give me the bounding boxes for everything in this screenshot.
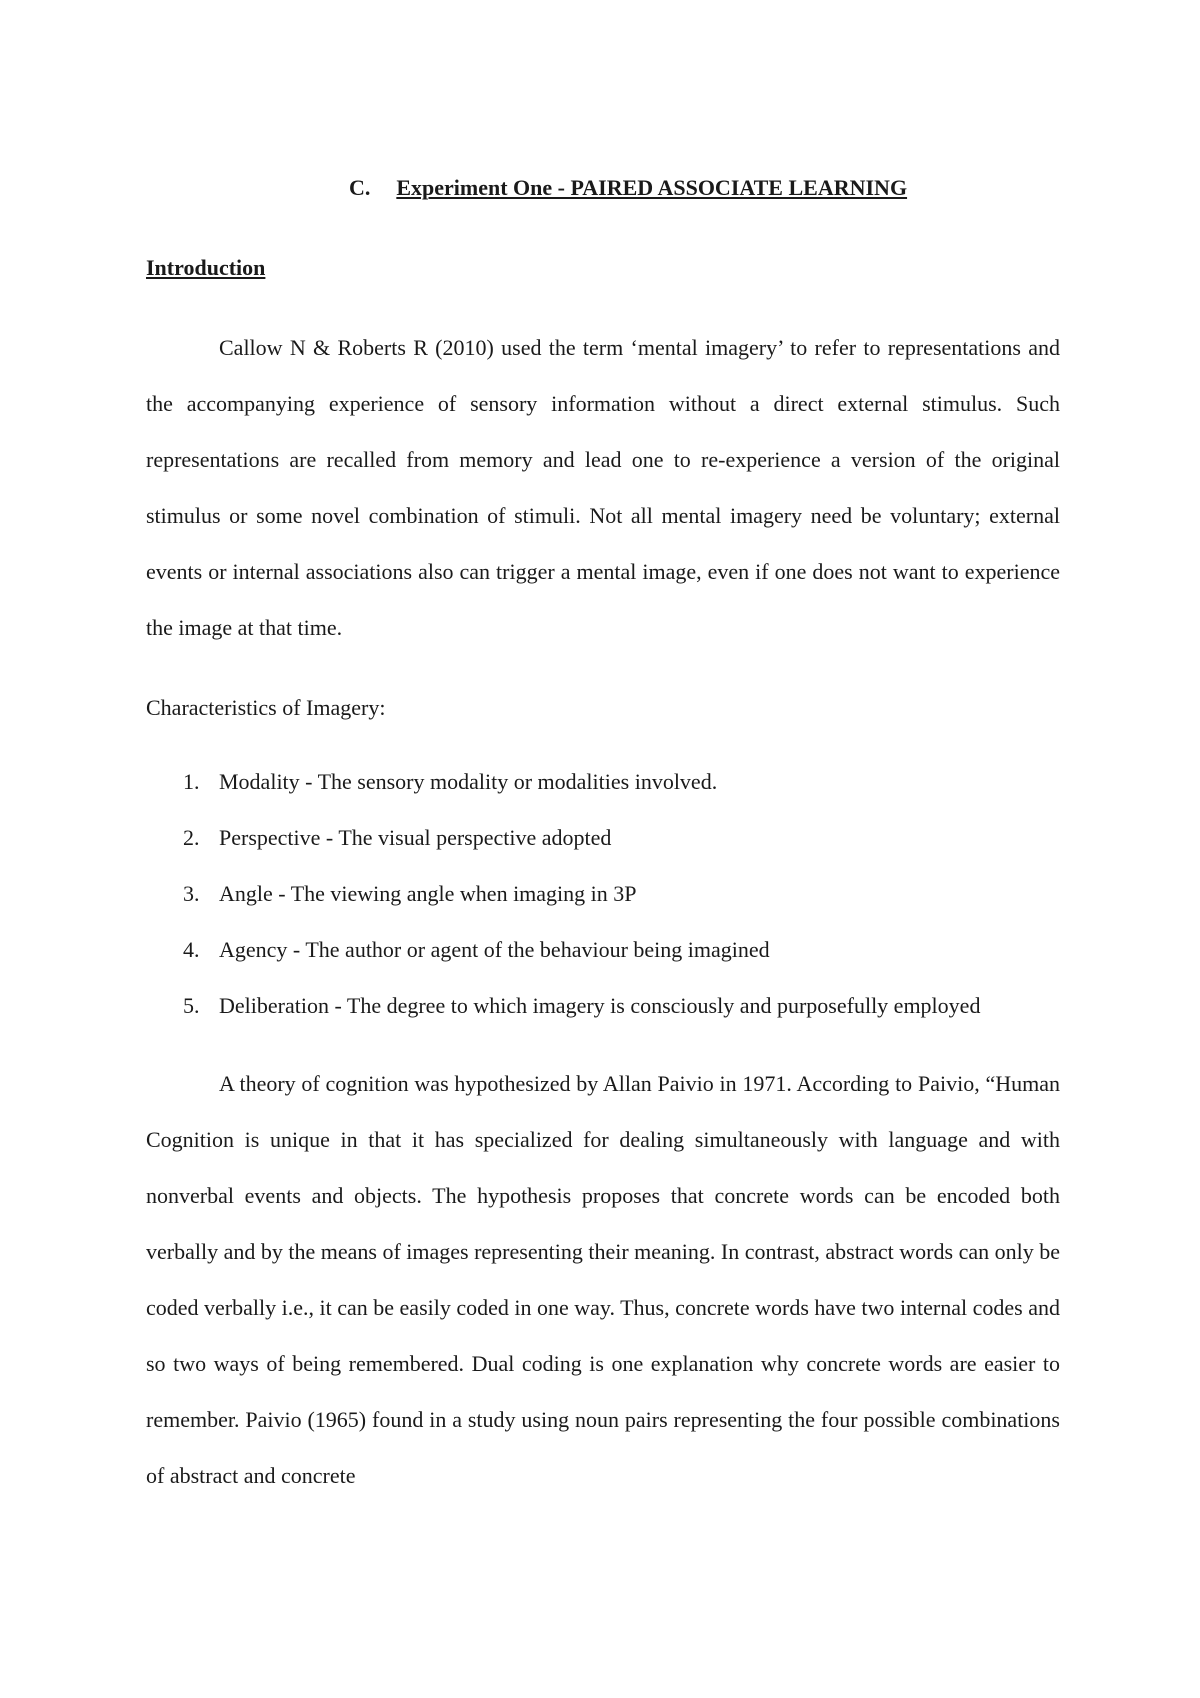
list-number: 1. bbox=[183, 769, 200, 794]
list-item bbox=[146, 810, 1060, 866]
list-item bbox=[146, 978, 1060, 1034]
list-text: Modality - The sensory modality or modalities involved. bbox=[219, 769, 718, 794]
list-number: 5. bbox=[183, 993, 200, 1018]
characteristics-label: Characteristics of Imagery: bbox=[146, 695, 386, 720]
list-text: Deliberation - The degree to which imagery is consciously and purposefully employed bbox=[219, 993, 981, 1018]
paragraph-mental-imagery: Callow N & Roberts R (2010) used the term ‘mental imagery’ to refer to representations and the accompanying experience of sensory information without a direct external stimulus. Such representations are recalled from memory and lead one to re-experience a version of the original stimulus or some novel combination of stimuli. Not all mental imagery need be voluntary; external events or internal associations also can trigger a mental image, even if one does not want to experience the image at that time. bbox=[146, 335, 1060, 640]
list-number: 3. bbox=[183, 881, 200, 906]
list-text: Agency - The author or agent of the behaviour being imagined bbox=[219, 937, 770, 962]
characteristics-list bbox=[146, 754, 1060, 1034]
list-text: Angle - The viewing angle when imaging in 3P bbox=[219, 881, 637, 906]
section-heading bbox=[146, 160, 1060, 216]
document-page bbox=[146, 160, 1060, 1504]
list-item bbox=[146, 866, 1060, 922]
list-text: Perspective - The visual perspective adopted bbox=[219, 825, 612, 850]
list-number: 2. bbox=[183, 825, 200, 850]
paragraph-dual-coding: A theory of cognition was hypothesized by Allan Paivio in 1971. According to Paivio, “Human Cognition is unique in that it has specialized for dealing simultaneously with language and with nonverbal events and objects. The hypothesis proposes that concrete words can be encoded both verbally and by the means of images representing their meaning. In contrast, abstract words can only be coded verbally i.e., it can be easily coded in one way. Thus, concrete words have two internal codes and so two ways of being remembered. Dual coding is one explanation why concrete words are easier to remember. Paivio (1965) found in a study using noun pairs representing the four possible combinations of abstract and concrete bbox=[146, 1071, 1060, 1488]
section-title: Experiment One - PAIRED ASSOCIATE LEARNING bbox=[396, 175, 908, 200]
section-letter: C. bbox=[348, 175, 371, 200]
introduction-heading: Introduction bbox=[146, 255, 266, 280]
list-item bbox=[146, 922, 1060, 978]
list-item bbox=[146, 754, 1060, 810]
list-number: 4. bbox=[183, 937, 200, 962]
